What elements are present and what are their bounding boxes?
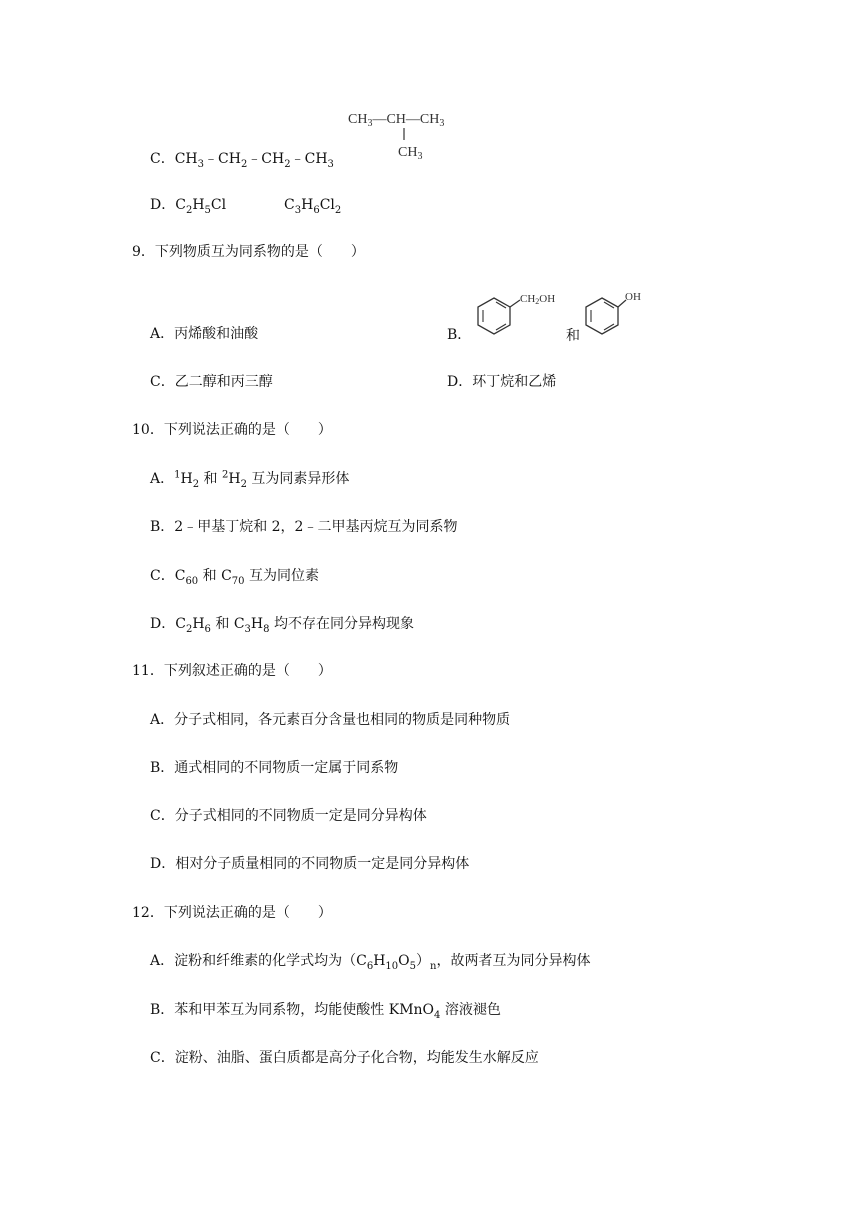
- q12-stem: 12．下列说法正确的是（ ）: [132, 905, 332, 921]
- q10-option-c: C．$C_{60}$ 和 $C_{70}$ 互为同位素: [150, 568, 319, 587]
- q11-option-c: C．分子式相同的不同物质一定是同分异构体: [150, 808, 427, 824]
- q12-option-c: C．淀粉、油脂、蛋白质都是高分子化合物，均能发生水解反应: [150, 1050, 539, 1066]
- q12-option-b: B．苯和甲苯互为同系物，均能使酸性 KMnO$_4$ 溶液褪色: [150, 1002, 501, 1021]
- q8-option-c: C．$CH_3﹣CH_2﹣CH_2﹣CH_3$: [150, 151, 334, 170]
- q9-option-a: A．丙烯酸和油酸: [150, 326, 259, 342]
- benzyl-alcohol-structure: [472, 288, 572, 348]
- svg-text:OH: OH: [625, 291, 641, 303]
- q11-option-b: B．通式相同的不同物质一定属于同系物: [150, 760, 399, 776]
- q10-option-d: D．$C_2H_6$ 和 $C_3H_8$ 均不存在同分异构现象: [150, 616, 414, 635]
- q10-stem: 10．下列说法正确的是（ ）: [132, 422, 332, 438]
- svg-text:CH3—CH—CH3: $CH_3—CH—CH_3$: [348, 112, 445, 129]
- option-label: C．: [150, 151, 175, 167]
- q10-option-a: A．$^1H_2$ 和 $^2H_2$ 互为同素异形体: [150, 469, 350, 490]
- q8-option-d: D．$C_2H_5Cl$: [150, 197, 227, 216]
- isobutane-structure: [348, 106, 480, 168]
- q9-option-d: D．环丁烷和乙烯: [447, 374, 557, 390]
- q9-option-b-and: 和: [566, 328, 580, 344]
- q11-option-a: A．分子式相同，各元素百分含量也相同的物质是同种物质: [150, 712, 511, 728]
- q9-stem: 9．下列物质互为同系物的是（ ）: [132, 244, 365, 260]
- q11-option-d: D．相对分子质量相同的不同物质一定是同分异构体: [150, 856, 470, 872]
- q10-option-b: B．2﹣甲基丁烷和 2，2﹣二甲基丙烷互为同系物: [150, 519, 458, 535]
- q8-option-d-second: $C_3H_6Cl_2$: [284, 197, 342, 216]
- svg-text:CH2OH: CH2OH: [520, 293, 556, 306]
- q11-stem: 11．下列叙述正确的是（ ）: [132, 663, 332, 679]
- phenol-structure: [580, 286, 660, 346]
- svg-text:CH3: $CH_3$: [398, 145, 423, 162]
- q9-option-b-label: B．: [447, 327, 472, 343]
- q9-option-c: C．乙二醇和丙三醇: [150, 374, 273, 390]
- q12-option-a: A．淀粉和纤维素的化学式均为$(C_6H_{10}O_5)_n$，故两者互为同分异构体: [150, 953, 591, 972]
